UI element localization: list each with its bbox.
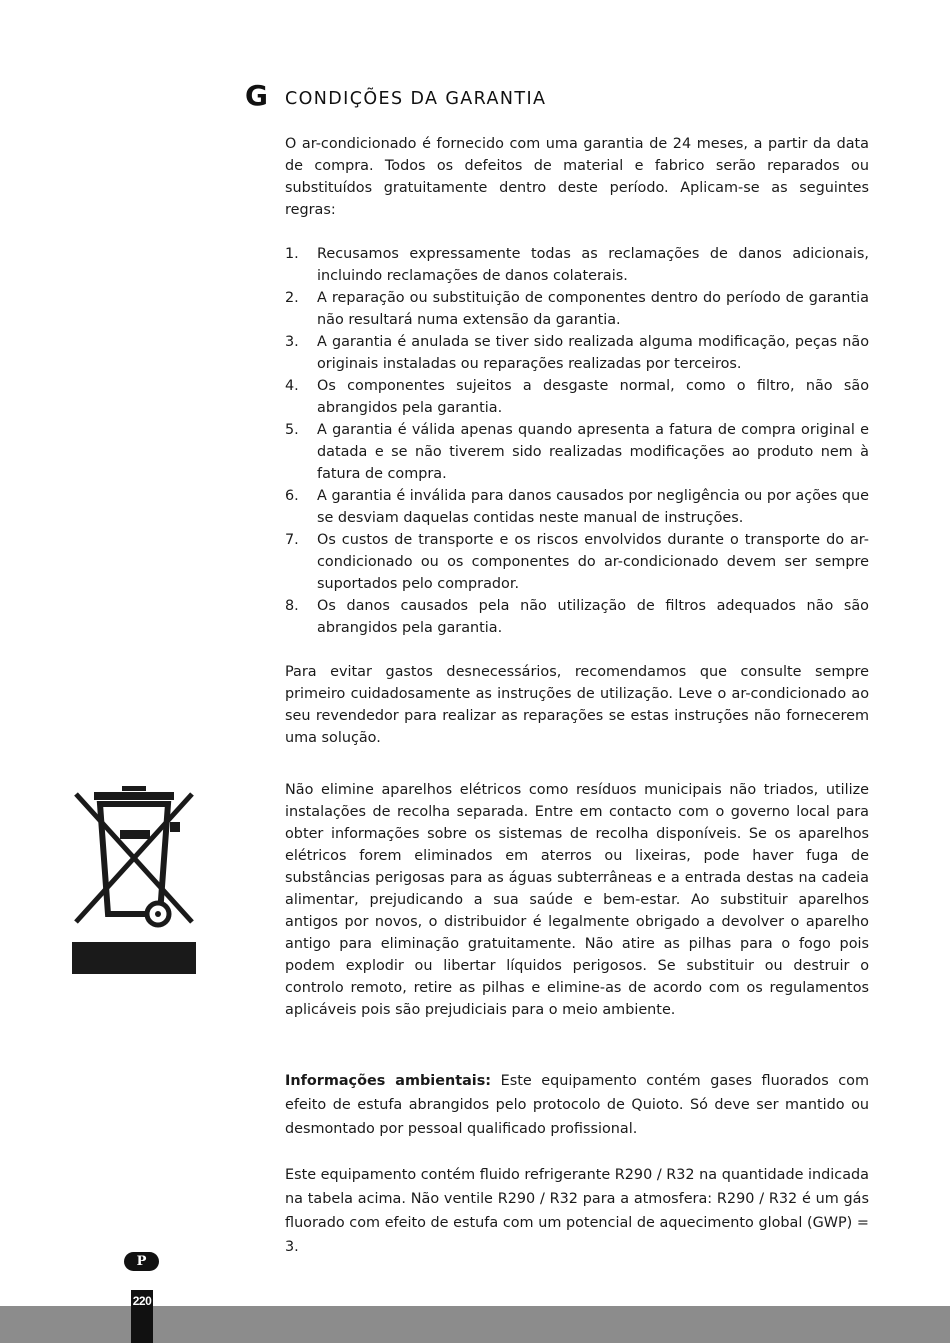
- list-item-text: Os custos de transporte e os riscos envolvidos durante o transporte do ar-condicionado ou os componentes do ar-condicionado devem ser sempre suportados pelo comprador.: [317, 532, 869, 592]
- warranty-content: [285, 133, 869, 1259]
- page-number: 220: [132, 1294, 152, 1308]
- list-item-text: A reparação ou substituição de componentes dentro do período de garantia não resultará numa extensão da garantia.: [317, 290, 869, 328]
- environment-info-text: Este equipamento contém gases fluorados com efeito de estufa abrangidos pelo protocolo de Quioto. Só deve ser mantido ou desmontado por pessoal qualificado profissional.: [285, 1073, 869, 1137]
- crossed-out-wheelie-bin-icon: [72, 784, 196, 974]
- advice-paragraph: Para evitar gastos desnecessários, recomendamos que consulte sempre primeiro cuidadosamente as instruções de utilização. Leve o ar-condicionado ao seu revendedor para realizar as reparações se estas instruções não fornecerem uma solução.: [285, 664, 869, 746]
- environment-info-paragraph: [285, 1069, 869, 1141]
- list-item-number: 7.: [285, 532, 299, 548]
- list-item-number: 1.: [285, 246, 299, 262]
- section-title: CONDIÇÕES DA GARANTIA: [285, 89, 547, 109]
- list-item: [285, 485, 869, 529]
- list-item-number: 4.: [285, 378, 299, 394]
- list-item: [285, 331, 869, 375]
- list-item-text: A garantia é anulada se tiver sido realizada alguma modificação, peças não originais instaladas ou reparações realizadas por terceiros.: [317, 334, 869, 372]
- list-item-number: 3.: [285, 334, 299, 350]
- list-item: [285, 529, 869, 595]
- list-item-text: A garantia é válida apenas quando apresenta a fatura de compra original e datada e se não tiverem sido realizadas modificações ao produto nem à fatura de compra.: [317, 422, 869, 482]
- language-badge: P: [124, 1252, 159, 1271]
- list-item: [285, 595, 869, 639]
- list-item-text: Recusamos expressamente todas as reclamações de danos adicionais, incluindo reclamações de danos colaterais.: [317, 246, 869, 284]
- environment-block: [285, 1069, 869, 1259]
- section-letter: G: [245, 79, 268, 112]
- list-item-number: 8.: [285, 598, 299, 614]
- list-item: [285, 243, 869, 287]
- disposal-paragraph: Não elimine aparelhos elétricos como resíduos municipais não triados, utilize instalações de recolha separada. Entre em contacto com o governo local para obter informações sobre os sistemas de recolha disponíveis. Se os aparelhos elétricos forem eliminados em aterros ou lixeiras, pode haver fuga de substâncias perigosas para as águas subterrâneas e a entrada destas na cadeia alimentar, prejudicando a sua saúde e bem-estar. Ao substituir aparelhos antigos por novos, o distribuidor é legalmente obrigado a devolver o aparelho antigo para eliminação gratuitamente. Não atire as pilhas para o fogo pois podem explodir ou libertar líquidos perigosos. Se substituir ou destruir o controlo remoto, retire as pilhas e elimine-as de acordo com os regulamentos aplicáveis pois são prejudiciais para o meio ambiente.: [285, 782, 869, 1018]
- warranty-rules-list: [285, 243, 869, 639]
- list-item: [285, 287, 869, 331]
- list-item-number: 5.: [285, 422, 299, 438]
- list-item-text: Os componentes sujeitos a desgaste normal, como o filtro, não são abrangidos pela garantia.: [317, 378, 869, 416]
- warranty-intro: O ar-condicionado é fornecido com uma garantia de 24 meses, a partir da data de compra. Todos os defeitos de material e fabrico serão reparados ou substituídos gratuitamente dentro deste período. Aplicam-se as seguintes regras:: [285, 136, 869, 218]
- list-item-number: 2.: [285, 290, 299, 306]
- list-item-number: 6.: [285, 488, 299, 504]
- list-item: [285, 375, 869, 419]
- list-item: [285, 419, 869, 485]
- list-item-text: Os danos causados pela não utilização de filtros adequados não são abrangidos pela garantia.: [317, 598, 869, 636]
- refrigerant-paragraph: Este equipamento contém fluido refrigerante R290 / R32 na quantidade indicada na tabela acima. Não ventile R290 / R32 para a atmosfera: R290 / R32 é um gás fluorado com efeito de estufa com um potencial de aquecimento global (GWP) = 3.: [285, 1167, 869, 1255]
- environment-info-label: Informações ambientais:: [285, 1073, 492, 1089]
- list-item-text: A garantia é inválida para danos causados por negligência ou por ações que se desviam daquelas contidas neste manual de instruções.: [317, 488, 869, 526]
